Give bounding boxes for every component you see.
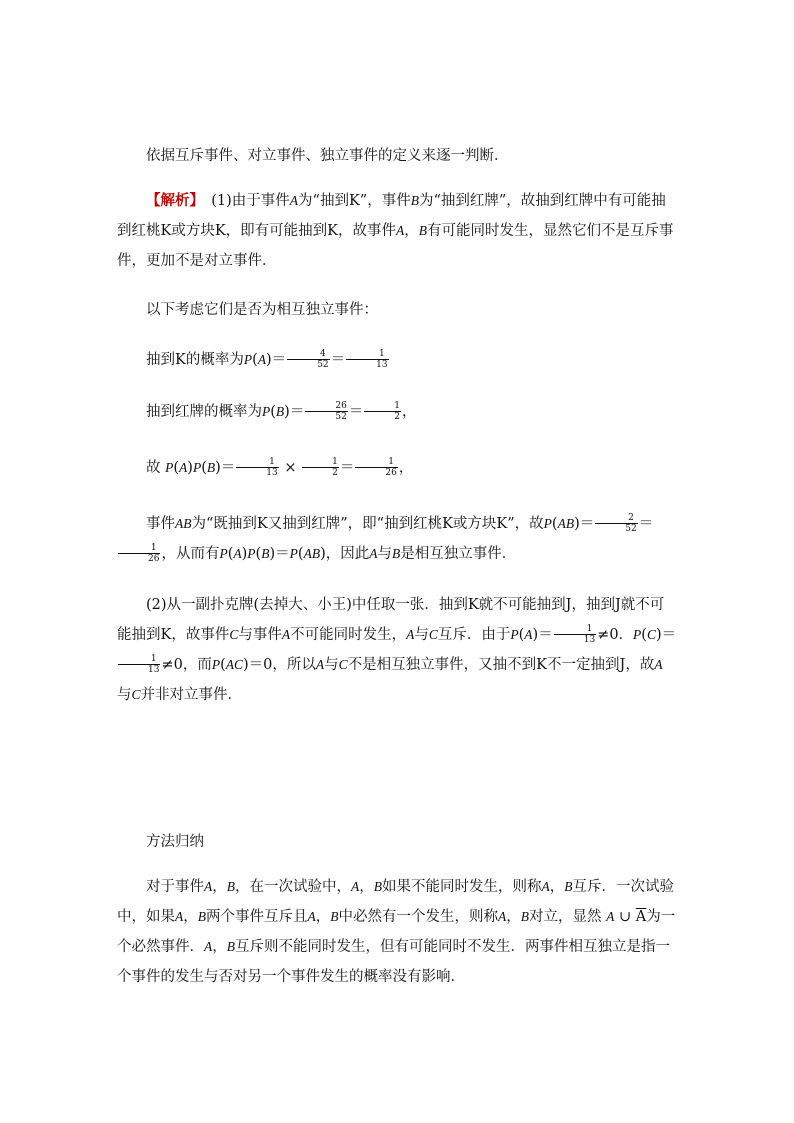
var: A bbox=[369, 546, 378, 561]
var: A bbox=[289, 193, 299, 208]
num: 26 bbox=[305, 401, 347, 412]
text: 以下考虑它们是否为相互独立事件： bbox=[146, 302, 378, 318]
var: C bbox=[131, 687, 141, 702]
var: A bbox=[233, 546, 242, 561]
den: 13 bbox=[148, 664, 160, 675]
var: B bbox=[226, 879, 235, 894]
method-title bbox=[117, 827, 677, 857]
var: A bbox=[351, 879, 360, 894]
text: 为“抽到红牌”，故抽到红牌中有可能抽到红桃K或方块K，即有可能抽到K，故事件 bbox=[117, 193, 666, 239]
text: 与事件 bbox=[238, 627, 282, 643]
var: B bbox=[564, 879, 573, 894]
var: A bbox=[541, 879, 550, 894]
text: 互斥．一次试验中，如果 bbox=[117, 879, 674, 925]
den: 26 bbox=[385, 467, 397, 478]
den: 2 bbox=[332, 467, 338, 478]
fraction bbox=[595, 513, 637, 534]
den: 52 bbox=[335, 411, 347, 422]
den: 2 bbox=[394, 411, 401, 422]
var: A bbox=[175, 909, 184, 924]
var: A bbox=[606, 909, 615, 924]
num: 1 bbox=[355, 457, 397, 468]
fraction bbox=[346, 349, 388, 370]
var: A bbox=[281, 627, 291, 642]
text: 与 bbox=[377, 546, 392, 562]
prob-k-line: 抽到K的概率为P(A)＝ $\frac{4}{52}$ ＝ $\frac{1}{13}$ bbox=[146, 348, 388, 370]
var: B bbox=[275, 404, 285, 419]
text: 不可能同时发生， bbox=[290, 627, 407, 643]
var: A bbox=[498, 909, 507, 924]
var: A bbox=[175, 516, 184, 531]
var: A bbox=[225, 657, 234, 672]
var: A bbox=[406, 627, 415, 642]
fraction bbox=[236, 457, 278, 478]
var: B bbox=[418, 223, 427, 238]
var: B bbox=[183, 516, 192, 531]
fraction bbox=[364, 401, 401, 422]
fraction bbox=[118, 543, 160, 564]
den: 52 bbox=[625, 523, 637, 534]
var: B bbox=[410, 193, 419, 208]
var: C bbox=[234, 657, 244, 672]
intro-text: 依据互斥事件、对立事件、独立事件的定义来逐一判断． bbox=[146, 148, 509, 164]
var: B bbox=[206, 460, 216, 475]
fraction bbox=[305, 401, 347, 422]
fraction bbox=[287, 349, 329, 370]
den: 52 bbox=[317, 359, 329, 370]
solution-tag: 【解析】 bbox=[146, 192, 197, 209]
solution-part1: 【解析】 (1)由于事件A为“抽到K”，事件B为“抽到红牌”，故抽到红牌中有可能抽到红桃K或方块K，即有可能抽到K，故事件A，B有可能同时发生，显然它们不是互斥事件，更加不是对立事件． bbox=[117, 192, 674, 269]
var: A bbox=[557, 516, 566, 531]
num: 1 bbox=[302, 457, 339, 468]
text: 事件 bbox=[146, 516, 175, 532]
fraction bbox=[118, 654, 160, 675]
den: 13 bbox=[583, 634, 596, 645]
method-paragraph: 对于事件A，B，在一次试验中，A，B如果不能同时发生，则称A，B互斥．一次试验中，如果A，B两个事件互斥且A，B中必然有一个发生，则称A，B对立，显然 A ∪ $\overline{A}$为一个必然事件．A，B互斥则不能同时发生，但有可能同时不发生．两事件相互独立是指一个事件的发生与否对另一个事件发生的概率没有影响． bbox=[117, 879, 676, 985]
num: 1 bbox=[364, 401, 401, 412]
var: C bbox=[229, 627, 239, 642]
den: 13 bbox=[266, 467, 278, 478]
text: 抽到红牌的概率为 bbox=[146, 404, 262, 420]
text: 中必然有一个发生，则称 bbox=[338, 909, 498, 925]
var: B bbox=[261, 546, 270, 561]
fraction bbox=[302, 457, 339, 478]
var: B bbox=[311, 546, 321, 561]
var: A bbox=[204, 939, 213, 954]
var: B bbox=[330, 909, 339, 924]
var: B bbox=[391, 546, 401, 561]
text: 为一个必然事件． bbox=[117, 909, 676, 955]
text: 对立，显然 bbox=[529, 909, 602, 925]
den: 26 bbox=[148, 553, 160, 564]
solution-part2: (2)从一副扑克牌(去掉大、小王)中任取一张．抽到K就不可能抽到J，抽到J就不可能抽到K，故事件C与事件A不可能同时发生，A与C互斥．由于P(A)＝ $\frac{1}{13}$ ≠0．P(C)＝ $\frac{1}{13}$ ≠0，而P(AC)＝0，所以A与C不是相互独立事件，又抽不到K不一定抽到J，故A与C并非对立事件． bbox=[117, 597, 677, 703]
num: 1 bbox=[236, 457, 278, 468]
var: A bbox=[303, 546, 312, 561]
var: A bbox=[204, 879, 213, 894]
text: (1)由于事件 bbox=[211, 193, 290, 209]
text: ≠0，而 bbox=[161, 657, 212, 673]
text: 对于事件 bbox=[146, 879, 204, 895]
num: 1 bbox=[118, 543, 160, 554]
var: A bbox=[179, 460, 188, 475]
var: C bbox=[338, 657, 348, 672]
consider-paragraph bbox=[117, 295, 677, 325]
text: 故 bbox=[146, 460, 161, 476]
fraction bbox=[554, 624, 596, 645]
var: B bbox=[197, 909, 206, 924]
a-bar: $\overline{A}$ bbox=[635, 909, 647, 925]
var: C bbox=[428, 627, 438, 642]
intro-paragraph bbox=[117, 141, 677, 171]
var: A bbox=[524, 627, 533, 642]
var: C bbox=[646, 627, 656, 642]
text: 不是相互独立事件，又抽不到K不一定抽到J，故 bbox=[347, 657, 655, 673]
var: B bbox=[520, 909, 529, 924]
text: 如果不能同时发生，则称 bbox=[382, 879, 542, 895]
var: A bbox=[307, 909, 316, 924]
text: 是相互独立事件． bbox=[400, 546, 517, 562]
text: 互斥．由于 bbox=[437, 627, 511, 643]
text: ，从而有 bbox=[161, 546, 220, 562]
text: (2)从一副扑克牌(去掉大、小王)中任取一张．抽到K就不可能抽到J，抽到J就不可能抽到K，故事件 bbox=[117, 597, 665, 643]
prob-red-line: 抽到红牌的概率为P(B)＝ $\frac{26}{52}$ ＝ $\frac{1}{2}$ ， bbox=[146, 400, 417, 422]
text: 并非对立事件． bbox=[140, 687, 243, 703]
num: 1 bbox=[554, 624, 596, 635]
text: ，所以 bbox=[272, 657, 316, 673]
text: 为“抽到K”，事件 bbox=[298, 193, 411, 209]
text: ，因此 bbox=[325, 546, 370, 562]
num: 1 bbox=[346, 349, 388, 360]
var: B bbox=[565, 516, 575, 531]
event-ab-paragraph: 事件AB为“既抽到K又抽到红牌”，即“抽到红桃K或方块K”，故P(AB)＝ $\frac{2}{52}$ ＝ $\frac{1}{26}$ ，从而有P(A)P(B)＝P(AB)，因此A与B是相互独立事件． bbox=[117, 509, 677, 569]
var: A bbox=[257, 352, 267, 367]
text: 互斥则不能同时发生，但有可能同时不发生．两事件相互独立是指一个事件的发生与否对另一个事件发生的概率没有影响． bbox=[117, 939, 670, 985]
product-line: 故 P(A)P(B)＝ $\frac{1}{13}$ × $\frac{1}{2}$ ＝ $\frac{1}{26}$ ， bbox=[146, 456, 414, 478]
fraction bbox=[355, 457, 397, 478]
num: 4 bbox=[287, 349, 329, 360]
var: A bbox=[654, 657, 663, 672]
text: 为“既抽到K又抽到红牌”，即“抽到红桃K或方块K”，故 bbox=[191, 516, 544, 532]
var: A bbox=[396, 223, 405, 238]
num: 1 bbox=[118, 654, 160, 665]
text: ，在一次试验中， bbox=[235, 879, 351, 895]
den: 13 bbox=[376, 359, 388, 370]
text: 抽到K的概率为 bbox=[146, 352, 244, 368]
text: 两个事件互斥且 bbox=[206, 909, 308, 925]
var: B bbox=[373, 879, 382, 894]
text: 方法归纳 bbox=[146, 834, 204, 850]
var: A bbox=[315, 657, 325, 672]
num: 2 bbox=[595, 513, 637, 524]
text: 有可能同时发生，显然它们不是互斥事件，更加不是对立事件． bbox=[117, 223, 674, 269]
var: B bbox=[226, 939, 235, 954]
